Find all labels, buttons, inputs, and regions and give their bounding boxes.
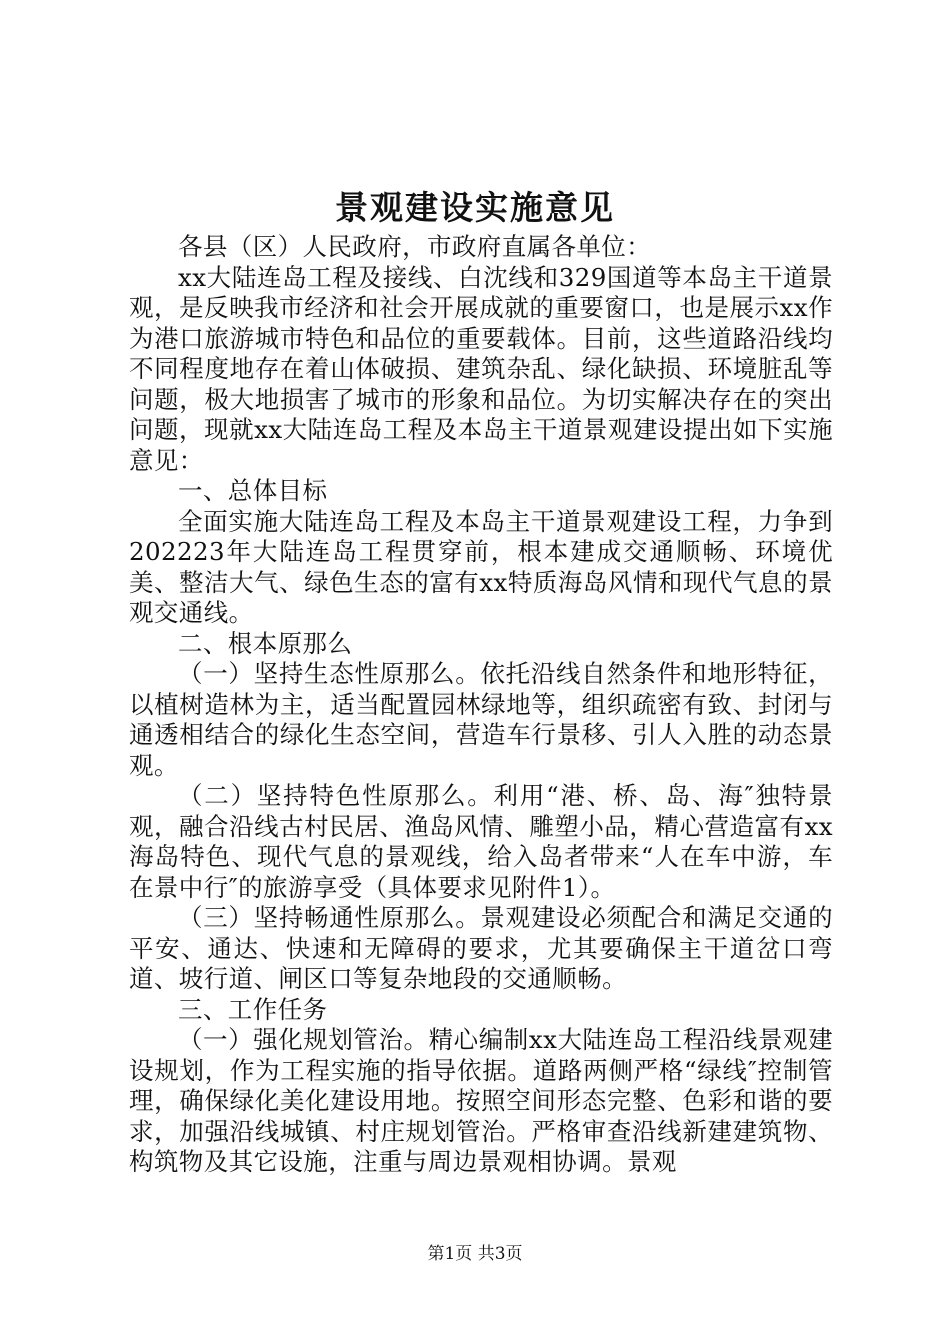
document-body (129, 232, 833, 1178)
paragraph-principle-characteristic: （二）坚持特色性原那么。利用“港、桥、岛、海″独特景观，融合沿线古村民居、渔岛风情、雕塑小品，精心营造富有xx海岛特色、现代气息的景观线，给入岛者带来“人在车中游，车在景中行″的旅游享受（具体要求见附件1）。 (129, 781, 833, 902)
paragraph-intro: xx大陆连岛工程及接线、白沈线和329国道等本岛主干道景观，是反映我市经济和社会开展成就的重要窗口，也是展示xx作为港口旅游城市特色和品位的重要载体。目前，这些道路沿线均不同程度地存在着山体破损、建筑杂乱、绿化缺损、环境脏乱等问题，极大地损害了城市的形象和品位。为切实解决存在的突出问题，现就xx大陆连岛工程及本岛主干道景观建设提出如下实施意见： (129, 262, 833, 475)
paragraph-overall-goal: 全面实施大陆连岛工程及本岛主干道景观建设工程，力争到202223年大陆连岛工程贯穿前，根本建成交通顺畅、环境优美、整洁大气、绿色生态的富有xx特质海岛风情和现代气息的景观交通线。 (129, 506, 833, 627)
paragraph-principle-smooth-traffic: （三）坚持畅通性原那么。景观建设必须配合和满足交通的平安、通达、快速和无障碍的要求，尤其要确保主干道岔口弯道、坡行道、闸区口等复杂地段的交通顺畅。 (129, 903, 833, 993)
heading-basic-principles: 二、根本原那么 (178, 628, 353, 658)
paragraph-salutation: 各县（区）人民政府，市政府直属各单位： (178, 232, 652, 261)
paragraph-task-planning: （一）强化规划管治。精心编制xx大陆连岛工程沿线景观建设规划，作为工程实施的指导依据。道路两侧严格“绿线″控制管理，确保绿化美化建设用地。按照空间形态完整、色彩和谐的要求，加强沿线城镇、村庄规划管治。严格审查沿线新建建筑物、构筑物及其它设施，注重与周边景观相协调。景观 (129, 1025, 833, 1176)
page-number-footer: 第1页 共3页 (427, 1244, 523, 1264)
paragraph-principle-ecological: （一）坚持生态性原那么。依托沿线自然条件和地形特征，以植树造林为主，适当配置园林绿地等，组织疏密有致、封闭与通透相结合的绿化生态空间，营造车行景移、引人入胜的动态景观。 (129, 659, 833, 780)
document-title: 景观建设实施意见 (335, 188, 615, 227)
heading-work-tasks: 三、工作任务 (178, 994, 328, 1024)
heading-overall-goal: 一、总体目标 (178, 476, 328, 505)
